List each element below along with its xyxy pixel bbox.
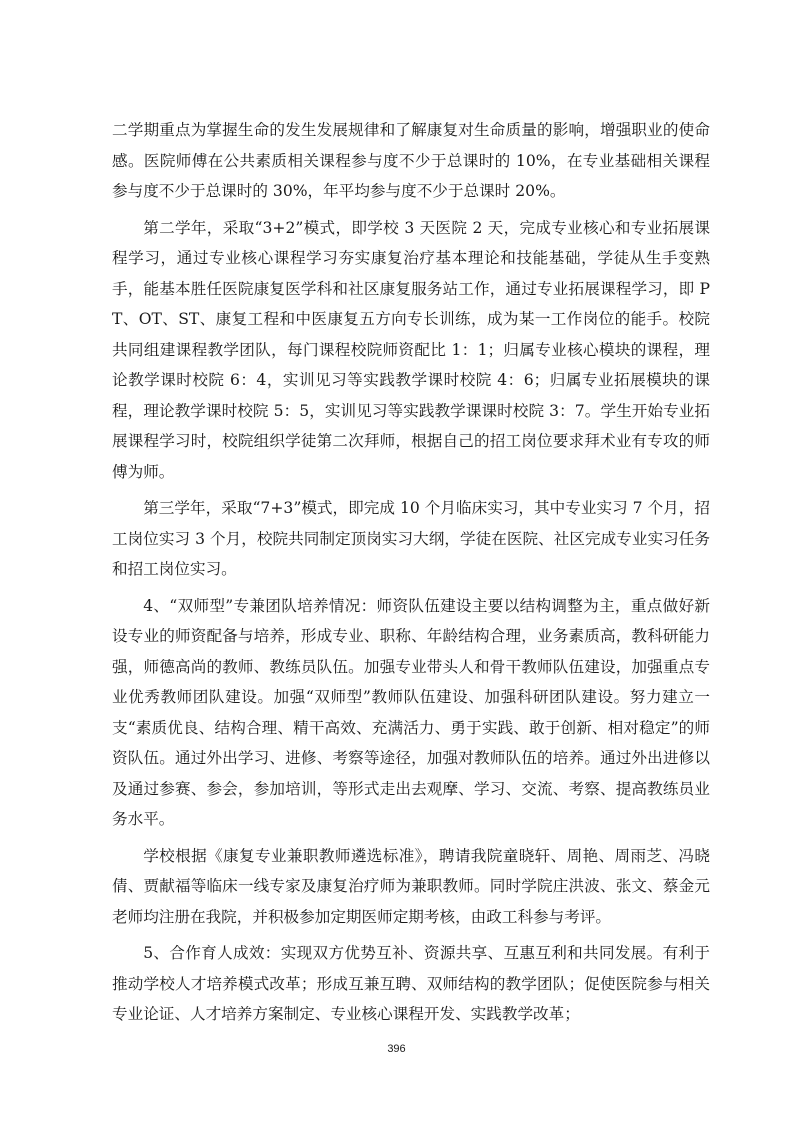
paragraph-second-year: 第二学年，采取“3+2”模式，即学校 3 天医院 2 天，完成专业核心和专业拓展课程学习，通过专业核心课程学习夯实康复治疗基本理论和技能基础，学徒从生手变熟手，能基本胜任医院康复医学科和社区康复服务站工作，通过专业拓展课程学习，即 PT、OT、ST、康复工程和中医康复五方向专长训练，成为某一工作岗位的能手。校院共同组建课程教学团队，每门课程校院师资配比 1：1；归属专业核心模块的课程，理论教学课时校院 6：4，实训见习等实践教学课时校院 4：6；归属专业拓展模块的课程，理论教学课时校院 5：5，实训见习等实践教学课课时校院 3：7。学生开始专业拓展课程学习时，校院组织学徒第二次拜师，根据自己的招工岗位要求拜术业有专攻的师傅为师。 — [112, 218, 710, 481]
document-body — [112, 115, 710, 1036]
paragraph-dual-teacher-team: 4、“双师型”专兼团队培养情况：师资队伍建设主要以结构调整为主，重点做好新设专业的师资配备与培养，形成专业、职称、年龄结构合理，业务素质高，教科研能力强，师德高尚的教师、教练员队伍。加强专业带头人和骨干教师队伍建设，加强重点专业优秀教师团队建设。加强“双师型”教师队伍建设、加强科研团队建设。努力建立一支“素质优良、结构合理、精干高效、充满活力、勇于实践、敢于创新、相对稳定”的师资队伍。通过外出学习、进修、考察等途径，加强对教师队伍的培养。通过外出进修以及通过参赛、参会，参加培训，等形式走出去观摩、学习、交流、考察、提高教练员业务水平。 — [112, 596, 710, 828]
page-number: 396 — [387, 1043, 406, 1055]
paragraph-cooperation-results: 5、合作育人成效：实现双方优势互补、资源共享、互惠互利和共同发展。有利于推动学校人才培养模式改革；形成互兼互聘、双师结构的教学团队；促使医院参与相关专业论证、人才培养方案制定、专业核心课程开发、实践教学改革； — [112, 944, 710, 1023]
paragraph-part-time-teachers: 学校根据《康复专业兼职教师遴选标准》，聘请我院童晓轩、周艳、周雨芝、冯晓倩、贾献福等临床一线专家及康复治疗师为兼职教师。同时学院庄洪波、张文、蔡金元老师均注册在我院，并积极参加定期医师定期考核，由政工科参与考评。 — [112, 846, 710, 926]
paragraph-semester-focus: 二学期重点为掌握生命的发生发展规律和了解康复对生命质量的影响，增强职业的使命感。医院师傅在公共素质相关课程参与度不少于总课时的 10%，在专业基础相关课程参与度不少于总课时的 30%，年平均参与度不少于总课时 20%。 — [112, 121, 710, 200]
paragraph-third-year: 第三学年，采取“7+3”模式，即完成 10 个月临床实习，其中专业实习 7 个月，招工岗位实习 3 个月，校院共同制定顶岗实习大纲，学徒在医院、社区完成专业实习任务和招工岗位实习。 — [112, 499, 710, 578]
